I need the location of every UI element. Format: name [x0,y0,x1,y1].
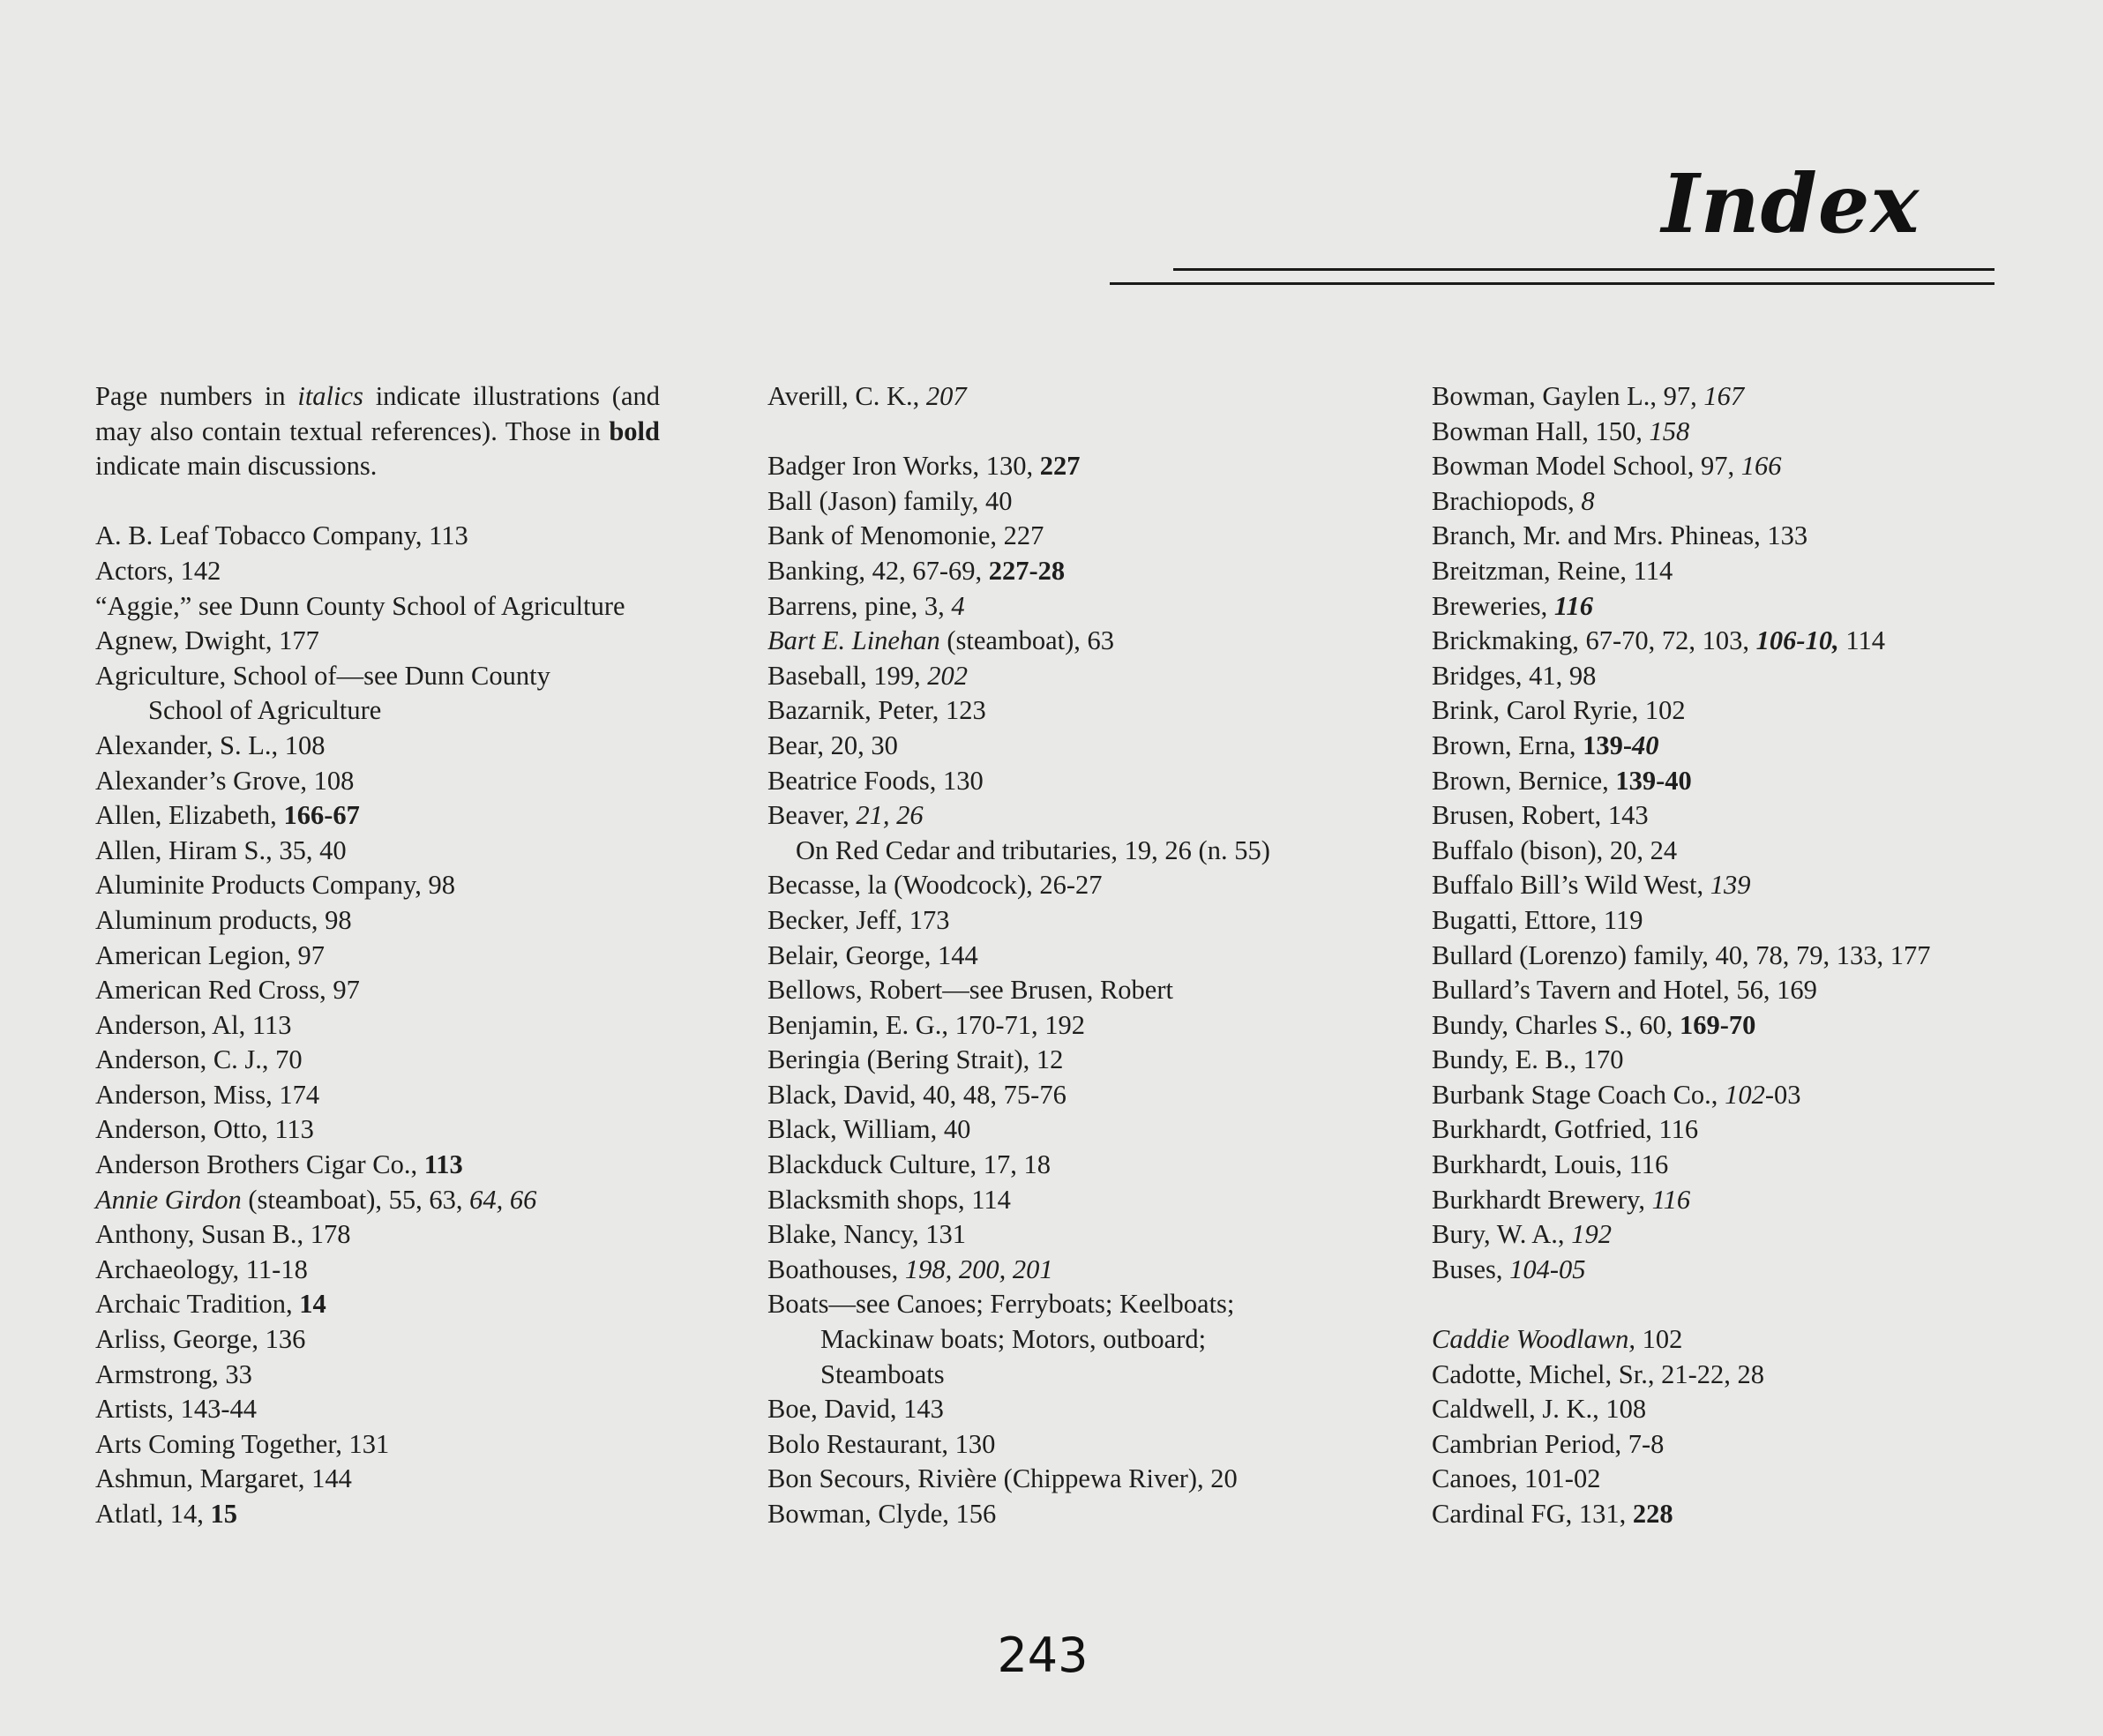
index-entry [767,764,1332,799]
index-entry [1432,1112,2049,1148]
index-entry [95,1427,660,1463]
entry-segment: Boe, David, 143 [767,1394,944,1425]
index-entry [767,484,1332,520]
entry-segment: 113 [423,1149,463,1180]
index-entry [1432,903,2049,939]
index-entry [1432,1043,2049,1078]
index-entry [767,379,1332,415]
entry-segment: Bart E. Linehan [767,625,940,656]
entry-segment: Bowman Model School, 97, [1432,451,1741,482]
index-entry [767,1183,1332,1218]
entry-segment: Agriculture, School of—see Dunn County [95,660,550,691]
letter-group-gap [1432,1287,2049,1322]
index-entry [767,1078,1332,1113]
entry-segment: Blacksmith shops, 114 [767,1184,1011,1215]
entry-segment: Arliss, George, 136 [95,1324,306,1355]
index-entry [1432,868,2049,903]
entry-segment: Averill, C. K., [767,381,926,411]
entry-segment: Banking, 42, 67-69, [767,555,989,586]
entry-segment: Bridges, 41, 98 [1432,660,1597,691]
index-entry [767,1008,1332,1044]
index-entry [1432,1253,2049,1288]
index-entry [95,834,660,869]
index-entry [95,1287,660,1322]
entry-segment: Anthony, Susan B., 178 [95,1219,351,1250]
entry-segment: Arts Coming Together, 131 [95,1428,390,1459]
entry-segment: Bowman Hall, 150, [1432,415,1650,446]
entry-segment: Brusen, Robert, 143 [1432,800,1649,831]
index-entry [1432,1148,2049,1183]
intro-bold-word: bold [609,415,660,446]
letter-group-gap [767,415,1332,450]
index-entry [95,1148,660,1183]
entry-segment: Bank of Menomonie, 227 [767,520,1044,551]
index-entry [767,973,1332,1008]
entry-segment: -03 [1764,1079,1801,1110]
entry-segment: Ball (Jason) family, 40 [767,485,1013,516]
index-entry [767,659,1332,694]
index-entry [95,624,660,659]
index-column-3 [1432,379,2049,1532]
index-entry [767,1462,1332,1497]
entry-segment: 158 [1649,415,1690,446]
entry-segment: Bellows, Robert—see Brusen, Robert [767,975,1173,1006]
index-entry [95,1392,660,1427]
entry-segment: 139-40 [1615,765,1692,796]
index-entry [95,1217,660,1253]
entry-segment: (steamboat), 63 [939,625,1115,656]
entry-segment: Bury, W. A., [1432,1219,1572,1250]
index-entry-continuation [95,693,660,729]
entry-segment: 102 [1725,1079,1765,1110]
index-entry [767,624,1332,659]
entry-segment: Archaeology, 11-18 [95,1253,308,1284]
index-entry [1432,1322,2049,1358]
index-entry-continuation [767,834,1332,869]
index-entry [1432,1497,2049,1532]
entry-segment: Beatrice Foods, 130 [767,765,984,796]
entry-segment: Bon Secours, Rivière (Chippewa River), 20 [767,1463,1238,1494]
entry-segment: Benjamin, E. G., 170-71, 192 [767,1009,1086,1040]
index-entry [1432,484,2049,520]
index-entry [767,693,1332,729]
index-entry [95,519,660,554]
entry-segment: Archaic Tradition, [95,1289,300,1320]
entry-segment: 202 [927,660,969,691]
entry-segment: Brachiopods, [1432,485,1582,516]
entry-segment: Allen, Hiram S., 35, 40 [95,834,347,865]
index-entry [1432,1078,2049,1113]
index-entry [1432,1183,2049,1218]
entry-segment: On Red Cedar and tributaries, 19, 26 (n. 55) [796,834,1270,865]
intro-text-3: indicate main discussions. [95,451,378,482]
index-intro-note [95,379,660,484]
entry-segment: Blackduck Culture, 17, 18 [767,1149,1052,1180]
index-entry [767,1043,1332,1078]
index-entry [95,1358,660,1393]
index-entry [95,903,660,939]
index-entry [95,1112,660,1148]
index-entry [95,798,660,834]
index-entry [95,973,660,1008]
entry-segment: Bowman, Gaylen L., 97, [1432,381,1704,411]
entry-segment: Burbank Stage Coach Co., [1432,1079,1725,1110]
entry-segment: Bundy, Charles S., 60, [1432,1009,1680,1040]
page-title: Index [1661,156,1920,251]
index-entry [767,1217,1332,1253]
entry-segment: Aluminite Products Company, 98 [95,870,456,901]
index-entry [1432,449,2049,484]
entry-segment: Brown, Bernice, [1432,765,1616,796]
index-entry [1432,764,2049,799]
entry-segment: Burkhardt Brewery, [1432,1184,1652,1215]
index-entry [767,939,1332,974]
entry-segment: Bolo Restaurant, 130 [767,1428,996,1459]
entry-segment: 64, 66 [469,1184,537,1215]
index-entry [767,1148,1332,1183]
index-entry [1432,939,2049,974]
entry-segment: Beaver, [767,800,857,831]
entry-segment: 8 [1581,485,1595,516]
entry-segment: Actors, 142 [95,555,221,586]
index-entry [1432,729,2049,764]
index-entry [767,1427,1332,1463]
entry-segment: Alexander, S. L., 108 [95,730,326,760]
entry-segment: Breitzman, Reine, 114 [1432,555,1673,586]
index-entry [1432,973,2049,1008]
intro-text-1: Page numbers in [95,381,298,411]
entry-segment: Alexander’s Grove, 108 [95,765,355,796]
index-entry [767,798,1332,834]
index-entry [1432,834,2049,869]
index-entries-3 [1432,379,2049,1532]
entry-segment: Bullard’s Tavern and Hotel, 56, 169 [1432,975,1817,1006]
index-entry [1432,693,2049,729]
entry-segment: Boats—see Canoes; Ferryboats; Keelboats; [767,1289,1235,1320]
entry-segment: Cadotte, Michel, Sr., 21-22, 28 [1432,1358,1764,1389]
index-entry [95,729,660,764]
index-entry [767,554,1332,589]
index-entry [95,554,660,589]
entry-segment: Brink, Carol Ryrie, 102 [1432,695,1686,726]
entry-segment: Becasse, la (Woodcock), 26-27 [767,870,1103,901]
entry-segment: Caddie Woodlawn, [1432,1324,1636,1355]
entry-segment: Cambrian Period, 7-8 [1432,1428,1665,1459]
index-entry [767,868,1332,903]
entry-segment: Steamboats [820,1358,945,1389]
entry-segment: Ashmun, Margaret, 144 [95,1463,352,1494]
index-entry [1432,1358,2049,1393]
entry-segment: Brown, Erna, [1432,730,1583,760]
entry-segment: Badger Iron Works, 130, [767,451,1040,482]
index-entry [767,1112,1332,1148]
index-entry [95,1497,660,1532]
index-entry-continuation [767,1322,1332,1358]
entry-segment: 102 [1635,1324,1683,1355]
index-entries-1 [95,519,660,1531]
page-number: 243 [997,1628,1089,1683]
index-column-1 [95,379,660,1532]
entry-segment: Canoes, 101-02 [1432,1463,1601,1494]
index-entry [1432,589,2049,625]
entry-segment: Branch, Mr. and Mrs. Phineas, 133 [1432,520,1808,551]
entry-segment: Burkhardt, Gotfried, 116 [1432,1114,1699,1145]
index-entry [767,1392,1332,1427]
entry-segment: 106-10, [1755,625,1839,656]
entry-segment: Buffalo Bill’s Wild West, [1432,870,1710,901]
index-entry [95,868,660,903]
index-entry [95,589,660,625]
entry-segment: Caldwell, J. K., 108 [1432,1394,1647,1425]
entry-segment: 198, 200, 201 [904,1253,1053,1284]
entry-segment: Allen, Elizabeth, [95,800,284,831]
entry-segment: Anderson, Miss, 174 [95,1079,320,1110]
index-entry [95,1043,660,1078]
index-entry [95,1008,660,1044]
entry-segment: 116 [1651,1184,1691,1215]
index-entry [767,903,1332,939]
entry-segment: Atlatl, 14, [95,1499,211,1529]
entry-segment: Burkhardt, Louis, 116 [1432,1149,1669,1180]
index-entry [767,1287,1332,1322]
entry-segment: Breweries, [1432,590,1554,621]
index-entry [95,1462,660,1497]
entry-segment: Armstrong, 33 [95,1358,252,1389]
index-entry [1432,1392,2049,1427]
index-entry [767,1253,1332,1288]
entry-segment: (steamboat), 55, 63, [241,1184,470,1215]
entry-segment: Black, William, 40 [767,1114,971,1145]
entry-segment: Buses, [1432,1253,1510,1284]
entry-segment: Anderson, Al, 113 [95,1009,292,1040]
index-entry [1432,415,2049,450]
index-entry [1432,624,2049,659]
index-entry [1432,519,2049,554]
entry-segment: Boathouses, [767,1253,905,1284]
entry-segment: Bowman, Clyde, 156 [767,1499,997,1529]
entry-segment: Bugatti, Ettore, 119 [1432,904,1643,935]
entry-segment: Annie Girdon [95,1184,242,1215]
index-entry [767,519,1332,554]
entry-segment: 40 [1632,730,1659,760]
entry-segment: 139- [1583,730,1633,760]
entry-segment: Bullard (Lorenzo) family, 40, 78, 79, 133, 177 [1432,939,1931,970]
entry-segment: Becker, Jeff, 173 [767,904,950,935]
entry-segment: 114 [1838,625,1885,656]
index-entry [767,1497,1332,1532]
entry-segment: Artists, 143-44 [95,1394,257,1425]
entry-segment: 15 [210,1499,237,1529]
entry-segment: 167 [1703,381,1745,411]
entry-segment: Brickmaking, 67-70, 72, 103, [1432,625,1756,656]
entry-segment: 116 [1553,590,1593,621]
index-entry [1432,798,2049,834]
entry-segment: 104-05 [1509,1253,1586,1284]
title-rule-upper [1173,268,1994,271]
entry-segment: Bear, 20, 30 [767,730,898,760]
index-entry-continuation [767,1358,1332,1393]
index-entry [95,1253,660,1288]
entry-segment: Barrens, pine, 3, [767,590,952,621]
intro-text-2: indicate illustrations (and may also contain textual references). Those in [95,381,660,446]
title-rule-lower [1110,282,1994,285]
index-entry [95,764,660,799]
entry-segment: 21, 26 [856,800,924,831]
entry-segment: 192 [1571,1219,1612,1250]
index-entry [95,659,660,694]
index-entry [1432,1462,2049,1497]
index-entry [95,1183,660,1218]
entry-segment: Cardinal FG, 131, [1432,1499,1633,1529]
intro-italics-word: italics [297,381,363,411]
entry-segment: School of Agriculture [148,695,382,726]
index-entry [767,449,1332,484]
index-column-2 [767,379,1332,1532]
entry-segment: Mackinaw boats; Motors, outboard; [820,1324,1207,1355]
index-entry [1432,1427,2049,1463]
index-entry [767,729,1332,764]
entry-segment: 4 [951,590,965,621]
entry-segment: 227-28 [988,555,1066,586]
index-entry [95,1078,660,1113]
entry-segment: Anderson Brothers Cigar Co., [95,1149,424,1180]
entry-segment: Aluminum products, 98 [95,904,352,935]
entry-segment: 227 [1039,451,1081,482]
entry-segment: Beringia (Bering Strait), 12 [767,1044,1064,1075]
index-entry [95,1322,660,1358]
entry-segment: Bazarnik, Peter, 123 [767,695,986,726]
index-entry [95,939,660,974]
entry-segment: 139 [1710,870,1751,901]
entry-segment: American Legion, 97 [95,939,326,970]
entry-segment: Blake, Nancy, 131 [767,1219,967,1250]
entry-segment: 207 [925,381,967,411]
entry-segment: Black, David, 40, 48, 75-76 [767,1079,1066,1110]
entry-segment: Anderson, Otto, 113 [95,1114,314,1145]
index-entry [767,589,1332,625]
index-entry [1432,379,2049,415]
entry-segment: Bundy, E. B., 170 [1432,1044,1624,1075]
index-entries-2 [767,379,1332,1532]
index-entry [1432,1008,2049,1044]
entry-segment: Belair, George, 144 [767,939,978,970]
entry-segment: 228 [1632,1499,1673,1529]
entry-segment: American Red Cross, 97 [95,975,360,1006]
entry-segment: 14 [299,1289,326,1320]
entry-segment: “Aggie,” see Dunn County School of Agriculture [95,590,625,621]
entry-segment: 166 [1740,451,1782,482]
entry-segment: 169-70 [1680,1009,1756,1040]
entry-segment: 166-67 [283,800,360,831]
entry-segment: Baseball, 199, [767,660,928,691]
entry-segment: A. B. Leaf Tobacco Company, 113 [95,520,468,551]
index-entry [1432,1217,2049,1253]
index-entry [1432,554,2049,589]
index-entry [1432,659,2049,694]
entry-segment: Buffalo (bison), 20, 24 [1432,834,1678,865]
entry-segment: Anderson, C. J., 70 [95,1044,303,1075]
entry-segment: Agnew, Dwight, 177 [95,625,319,656]
